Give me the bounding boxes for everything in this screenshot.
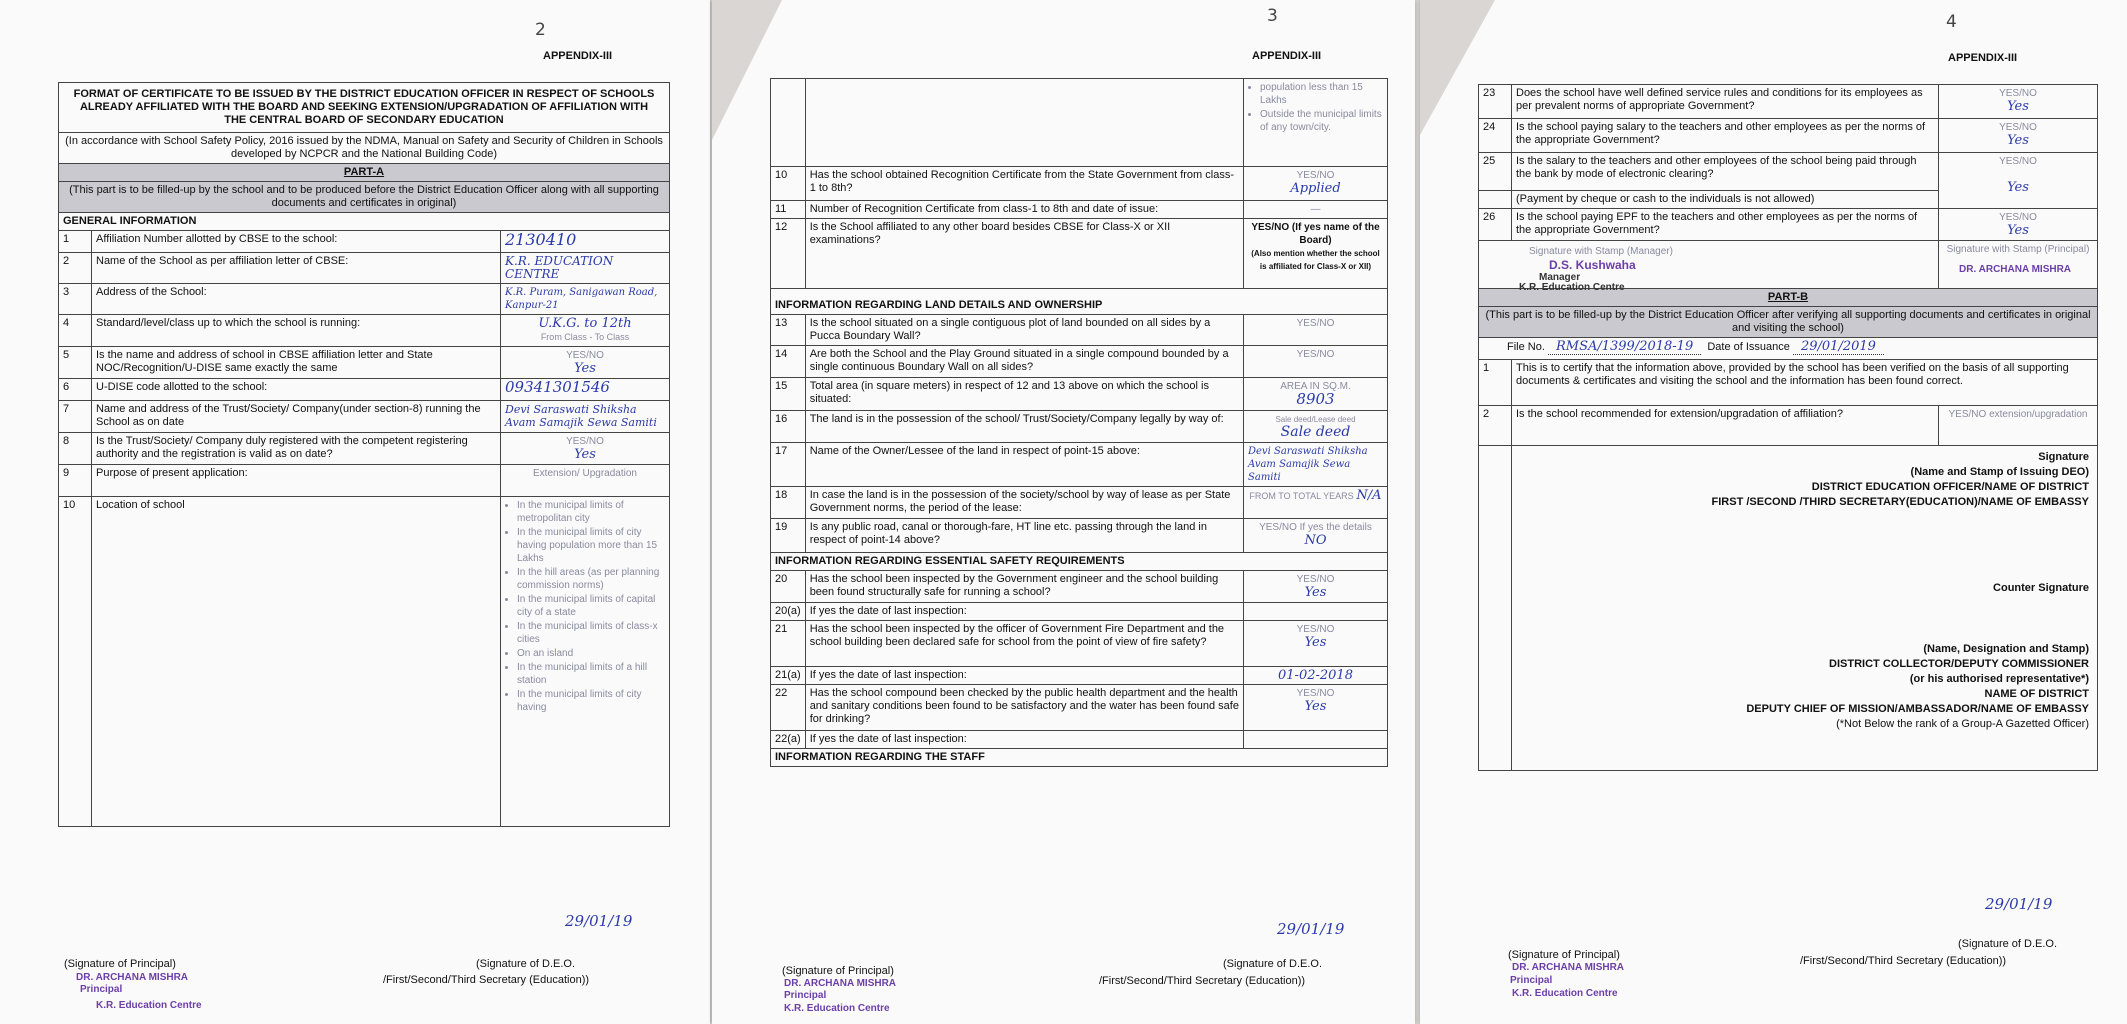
- question: Name and address of the Trust/Society/ Company(under section-8) running the School as on date: [92, 401, 501, 433]
- question: Affiliation Number allotted by CBSE to the school:: [92, 231, 501, 253]
- location-option: • In the municipal limits of city having population more than 15 Lakhs: [517, 526, 665, 565]
- collector-name-stamp: (Name, Designation and Stamp): [1923, 643, 2089, 655]
- stamp-school-name: K.R. Education Centre: [96, 1000, 202, 1011]
- hint-yes-no-details: YES/NO If yes the details: [1259, 522, 1372, 533]
- certificate-title: FORMAT OF CERTIFICATE TO BE ISSUED BY THE DISTRICT EDUCATION OFFICER IN RESPECT OF SCHOOLS ALREADY AFFILIATED WITH THE BOARD AND SEEKING EXTENSION/UPGRADATION OF AFFILIATION WITH THE CENTRAL BOARD OF SECONDARY EDUCATION: [59, 83, 670, 133]
- certificate-table-part-a: [58, 82, 670, 827]
- row-number: 6: [59, 379, 92, 401]
- signature-deo-label: (Signature of D.E.O.: [1223, 958, 1323, 970]
- question: Is any public road, canal or thorough-fare, HT line etc. passing through the land in respect of point-14 above?: [805, 519, 1243, 553]
- deo-signature-date: 29/01/19: [1277, 920, 1345, 938]
- answer-salary-bank: Yes: [2007, 180, 2029, 195]
- question: Name of the Owner/Lessee of the land in respect of point-15 above:: [805, 443, 1243, 487]
- row-number: 13: [771, 315, 806, 346]
- hint-yes-no: YES/NO: [1296, 688, 1335, 699]
- section-staff: INFORMATION REGARDING THE STAFF: [771, 749, 1388, 767]
- principal-signature-label: Signature with Stamp (Principal): [1946, 244, 2090, 255]
- section-safety: INFORMATION REGARDING ESSENTIAL SAFETY REQUIREMENTS: [771, 553, 1388, 571]
- deo-signature-label: Signature: [2038, 451, 2089, 463]
- row-number: 3: [59, 284, 92, 315]
- answer-lease-period: N/A: [1356, 488, 1382, 503]
- question: Is the school paying salary to the teachers and other employees as per the norms of the appropriate Government?: [1512, 119, 1939, 153]
- location-option: • In the municipal limits of metropolitan city: [517, 499, 665, 525]
- certificate-table-continued: [770, 78, 1388, 767]
- stamp-principal-name: DR. ARCHANA MISHRA: [1512, 962, 1625, 973]
- hint-lease-period: FROM TO TOTAL YEARS: [1249, 491, 1354, 501]
- row-number: 10: [59, 497, 92, 827]
- stamp-principal-role: Principal: [1510, 975, 1553, 986]
- question: Location of school: [92, 497, 501, 827]
- question: The land is in the possession of the school/ Trust/Society/Company legally by way of:: [805, 411, 1243, 443]
- file-no-label: File No.: [1507, 341, 1545, 353]
- answer-udise-code: 09341301546: [501, 379, 670, 401]
- row-number: 8: [59, 433, 92, 465]
- principal-name: DR. ARCHANA MISHRA: [1959, 264, 2072, 275]
- answer-recognition: Applied: [1290, 181, 1341, 196]
- part-b-heading: PART-B: [1479, 289, 2098, 307]
- hint-yes-no: YES/NO: [1296, 624, 1335, 635]
- answer-trust-registered: Yes: [574, 447, 596, 462]
- answer-salary-norms: Yes: [2007, 133, 2029, 148]
- question: Purpose of present application:: [92, 465, 501, 497]
- answer-health-date: [1244, 731, 1388, 749]
- hint-yes-no: YES/NO: [1296, 574, 1335, 585]
- question: If yes the date of last inspection:: [805, 731, 1243, 749]
- document-page-1: [0, 0, 710, 1024]
- answer-fire-date: 01-02-2018: [1244, 667, 1388, 685]
- question: U-DISE code allotted to the school:: [92, 379, 501, 401]
- hint-yes-no: YES/NO: [1999, 156, 2037, 167]
- location-options-list: [505, 499, 665, 714]
- question: Has the school been inspected by the officer of Government Fire Department and the school building been declared safe for school from the point of view of fire safety?: [805, 621, 1243, 667]
- location-option: • In the municipal limits of capital city of a state: [517, 593, 665, 619]
- question: Has the school obtained Recognition Certificate from the State Government from class-1 to 8th?: [805, 167, 1243, 201]
- row-number: 11: [771, 201, 806, 219]
- deo-signature-date: 29/01/19: [565, 912, 633, 930]
- signature-secretary-label: /First/Second/Third Secretary (Education)): [383, 974, 590, 986]
- file-no-value: RMSA/1399/2018-19: [1548, 339, 1701, 355]
- row-number: 1: [1479, 360, 1512, 406]
- signature-deo-label: (Signature of D.E.O.: [1958, 938, 2058, 950]
- answer-trust-name: Devi Saraswati Shiksha Avam Samajik Sewa Samiti: [501, 401, 670, 433]
- answer-structural-safety: Yes: [1304, 585, 1327, 600]
- part-a-note: (This part is to be filled-up by the school and to be produced before the District Education Officer along with all supporting documents and certificates in original): [59, 182, 670, 213]
- page-number: 3: [1267, 6, 1278, 26]
- stamp-principal-name: DR. ARCHANA MISHRA: [76, 972, 189, 983]
- answer-address: K.R. Puram, Sanigawan Road, Kanpur-21: [501, 284, 670, 315]
- row-number: 23: [1479, 85, 1512, 119]
- question: Are both the School and the Play Ground situated in a single compound bounded by a single continuous Boundary Wall on all sides?: [805, 346, 1243, 378]
- appendix-label: APPENDIX-III: [1948, 52, 2018, 64]
- row-number: 10: [771, 167, 806, 201]
- deo-signature-block: [1712, 450, 2089, 510]
- hint-yes-no: YES/NO: [1999, 212, 2037, 223]
- answer-class-range: U.K.G. to 12th: [538, 316, 632, 331]
- certification-statement: This is to certify that the information above, provided by the school has been verified on the basis of all supporting documents & certificates and visiting the school and the information has been found correct.: [1512, 360, 2098, 406]
- part-a-heading: PART-A: [59, 164, 670, 182]
- hint-yes-no: YES/NO: [1244, 346, 1388, 378]
- question: Is the school situated on a single contiguous plot of land bounded on all sides by a Pucca Boundary Wall?: [805, 315, 1243, 346]
- answer-service-rules: Yes: [2007, 99, 2029, 114]
- question: Standard/level/class up to which the school is running:: [92, 315, 501, 347]
- hint-yes-no: YES/NO: [566, 350, 604, 361]
- answer-purpose: Extension/ Upgradation: [501, 465, 670, 497]
- location-option: • In the hill areas (as per planning commission norms): [517, 566, 665, 592]
- hint-yes-no: YES/NO: [1296, 170, 1335, 181]
- document-page-3: [1420, 0, 2127, 1024]
- question: Does the school have well defined service rules and conditions for its employees as per prevalent norms of appropriate Government?: [1512, 85, 1939, 119]
- row-number: 14: [771, 346, 806, 378]
- answer-recognition-number: —: [1244, 201, 1388, 219]
- row-number: 21(a): [771, 667, 806, 685]
- question: Is the Trust/Society/ Company duly registered with the competent registering authority and the registration is valid as on date?: [92, 433, 501, 465]
- hint-class-range: From Class - To Class: [540, 332, 630, 342]
- signature-secretary-label: /First/Second/Third Secretary (Education)): [1099, 975, 1306, 987]
- row-number: 25: [1479, 153, 1512, 191]
- row-number: 15: [771, 378, 806, 411]
- answer-public-road: NO: [1304, 533, 1327, 548]
- collector-district: NAME OF DISTRICT: [1984, 688, 2089, 700]
- hint-deed: Sale deed/Lease deed: [1275, 415, 1356, 424]
- issue-date-label: Date of Issuance: [1707, 341, 1790, 353]
- location-option: • In the municipal limits of class-x cities: [517, 620, 665, 646]
- stamp-school-name: K.R. Education Centre: [1512, 988, 1618, 999]
- hint-yes-no: YES/NO: [1999, 88, 2037, 99]
- question: Is the name and address of school in CBSE affiliation letter and State NOC/Recognition/U-DISE same exactly the same: [92, 347, 501, 379]
- question: Is the school recommended for extension/upgradation of affiliation?: [1512, 406, 1939, 446]
- question: Has the school compound been checked by the public health department and the health and sanitary conditions been found to be satisfactory and the water has been found safe for drinking?: [805, 685, 1243, 731]
- hint-other-board: YES/NO (If yes name of the Board): [1251, 222, 1380, 246]
- hint-recommendation: YES/NO extension/upgradation: [1939, 406, 2098, 446]
- hint-yes-no: YES/NO: [1999, 122, 2037, 133]
- signature-deo-label: (Signature of D.E.O.: [476, 958, 576, 970]
- certificate-subtitle: (In accordance with School Safety Policy, 2016 issued by the NDMA, Manual on Safety and Security of Children in Schools developed by NCPCR and the National Building Code): [59, 133, 670, 164]
- row-number: 2: [59, 253, 92, 284]
- hint-yes-no: YES/NO: [566, 436, 604, 447]
- answer-affiliation-number: 2130410: [501, 231, 670, 253]
- question: Is the school paying EPF to the teachers and other employees as per the norms of the appropriate Government?: [1512, 209, 1939, 241]
- answer-health-safety: Yes: [1304, 699, 1327, 714]
- row-number: 20: [771, 571, 806, 603]
- signature-secretary-label: /First/Second/Third Secretary (Education)): [1800, 955, 2007, 967]
- row-number: 19: [771, 519, 806, 553]
- manager-role: Manager: [1539, 272, 1581, 283]
- collector-embassy: DEPUTY CHIEF OF MISSION/AMBASSADOR/NAME OF EMBASSY: [1746, 703, 2089, 715]
- question: In case the land is in the possession of the society/school by way of lease as per State Government norms, the period of the lease:: [805, 487, 1243, 519]
- section-general-information: GENERAL INFORMATION: [59, 213, 670, 231]
- appendix-label: APPENDIX-III: [1252, 50, 1322, 62]
- hint-area: AREA IN SQ.M.: [1280, 381, 1351, 392]
- question: Total area (in square meters) in respect of 12 and 13 above on which the school is situated:: [805, 378, 1243, 411]
- row-number: 7: [59, 401, 92, 433]
- counter-signature-label: Counter Signature: [1993, 582, 2089, 594]
- hint-yes-no: YES/NO: [1244, 315, 1388, 346]
- collector-representative: (or his authorised representative*): [1909, 673, 2089, 685]
- deo-designation: DISTRICT EDUCATION OFFICER/NAME OF DISTRICT: [1811, 481, 2089, 493]
- stamp-principal-role: Principal: [80, 984, 123, 995]
- location-option: • In the municipal limits of city having: [517, 688, 665, 714]
- answer-same-name: Yes: [574, 361, 596, 376]
- collector-rank-note: (*Not Below the rank of a Group-A Gazetted Officer): [1836, 718, 2089, 730]
- row-number: 24: [1479, 119, 1512, 153]
- row-number: 21: [771, 621, 806, 667]
- question: Name of the School as per affiliation letter of CBSE:: [92, 253, 501, 284]
- row-number: 12: [771, 219, 806, 289]
- answer-school-name: K.R. EDUCATION CENTRE: [501, 253, 670, 284]
- section-land-details: INFORMATION REGARDING LAND DETAILS AND OWNERSHIP: [771, 289, 1388, 315]
- row-number: 17: [771, 443, 806, 487]
- row-number: 2: [1479, 406, 1512, 446]
- question: Is the salary to the teachers and other employees of the school being paid through the bank by mode of electronic clearing?: [1512, 153, 1939, 191]
- row-number: 16: [771, 411, 806, 443]
- appendix-label: APPENDIX-III: [543, 50, 613, 62]
- manager-school: K.R. Education Centre: [1519, 282, 1625, 293]
- location-options-continued: [1248, 81, 1383, 134]
- manager-name: D.S. Kushwaha: [1549, 258, 1636, 272]
- question: If yes the date of last inspection:: [805, 603, 1243, 621]
- answer-area: 8903: [1296, 390, 1335, 408]
- row-number: 18: [771, 487, 806, 519]
- signature-principal-label: (Signature of Principal): [1508, 949, 1620, 961]
- deo-signature-date: 29/01/19: [1985, 895, 2053, 913]
- row-number: 1: [59, 231, 92, 253]
- stamp-principal-name: DR. ARCHANA MISHRA: [784, 978, 897, 989]
- row-number: 9: [59, 465, 92, 497]
- location-option: • On an island: [517, 647, 665, 660]
- page-number: 2: [535, 20, 546, 40]
- row-number: 20(a): [771, 603, 806, 621]
- stamp-principal-role: Principal: [784, 990, 827, 1001]
- collector-signature-block: [1746, 642, 2089, 732]
- page-number: 4: [1946, 12, 1957, 32]
- answer-structural-date: [1244, 603, 1388, 621]
- row-number: 5: [59, 347, 92, 379]
- manager-signature-label: Signature with Stamp (Manager): [1529, 246, 1673, 257]
- document-page-2: [712, 0, 1415, 1024]
- location-option: • population less than 15 Lakhs: [1260, 81, 1383, 107]
- answer-epf: Yes: [2007, 223, 2029, 238]
- question: Address of the School:: [92, 284, 501, 315]
- row-number: 26: [1479, 209, 1512, 241]
- answer-owner: Devi Saraswati Shiksha Avam Samajik Sewa Samiti: [1244, 443, 1388, 487]
- answer-deed: Sale deed: [1280, 424, 1351, 440]
- issue-date-value: 29/01/2019: [1793, 339, 1884, 355]
- certificate-table-staff: [1478, 84, 2098, 771]
- question: Number of Recognition Certificate from class-1 to 8th and date of issue:: [805, 201, 1243, 219]
- location-options-cell: [501, 497, 670, 827]
- payment-note: (Payment by cheque or cash to the individuals is not allowed): [1512, 191, 1939, 209]
- deo-name-stamp: (Name and Stamp of Issuing DEO): [1910, 466, 2089, 478]
- deo-secretary: FIRST /SECOND /THIRD SECRETARY(EDUCATION)/NAME OF EMBASSY: [1711, 496, 2089, 508]
- signature-principal-label: (Signature of Principal): [64, 958, 176, 970]
- collector-designation: DISTRICT COLLECTOR/DEPUTY COMMISSIONER: [1829, 658, 2089, 670]
- location-option: • Outside the municipal limits of any town/city.: [1260, 108, 1383, 134]
- row-number: 22: [771, 685, 806, 731]
- signature-principal-label: (Signature of Principal): [782, 965, 894, 977]
- row-number: 4: [59, 315, 92, 347]
- answer-fire-safety: Yes: [1304, 635, 1327, 650]
- location-option: • In the municipal limits of a hill station: [517, 661, 665, 687]
- question: Has the school been inspected by the Government engineer and the school building been found structurally safe for running a school?: [805, 571, 1243, 603]
- question: Is the School affiliated to any other board besides CBSE for Class-X or XII examinations?: [805, 219, 1243, 289]
- note-other-board: (Also mention whether the school is affiliated for Class-X or XII): [1251, 249, 1380, 271]
- part-b-note: (This part is to be filled-up by the District Education Officer after verifying all supporting documents and certificates in original and visiting the school): [1479, 307, 2098, 338]
- row-number: 22(a): [771, 731, 806, 749]
- stamp-school-name: K.R. Education Centre: [784, 1003, 890, 1014]
- question: If yes the date of last inspection:: [805, 667, 1243, 685]
